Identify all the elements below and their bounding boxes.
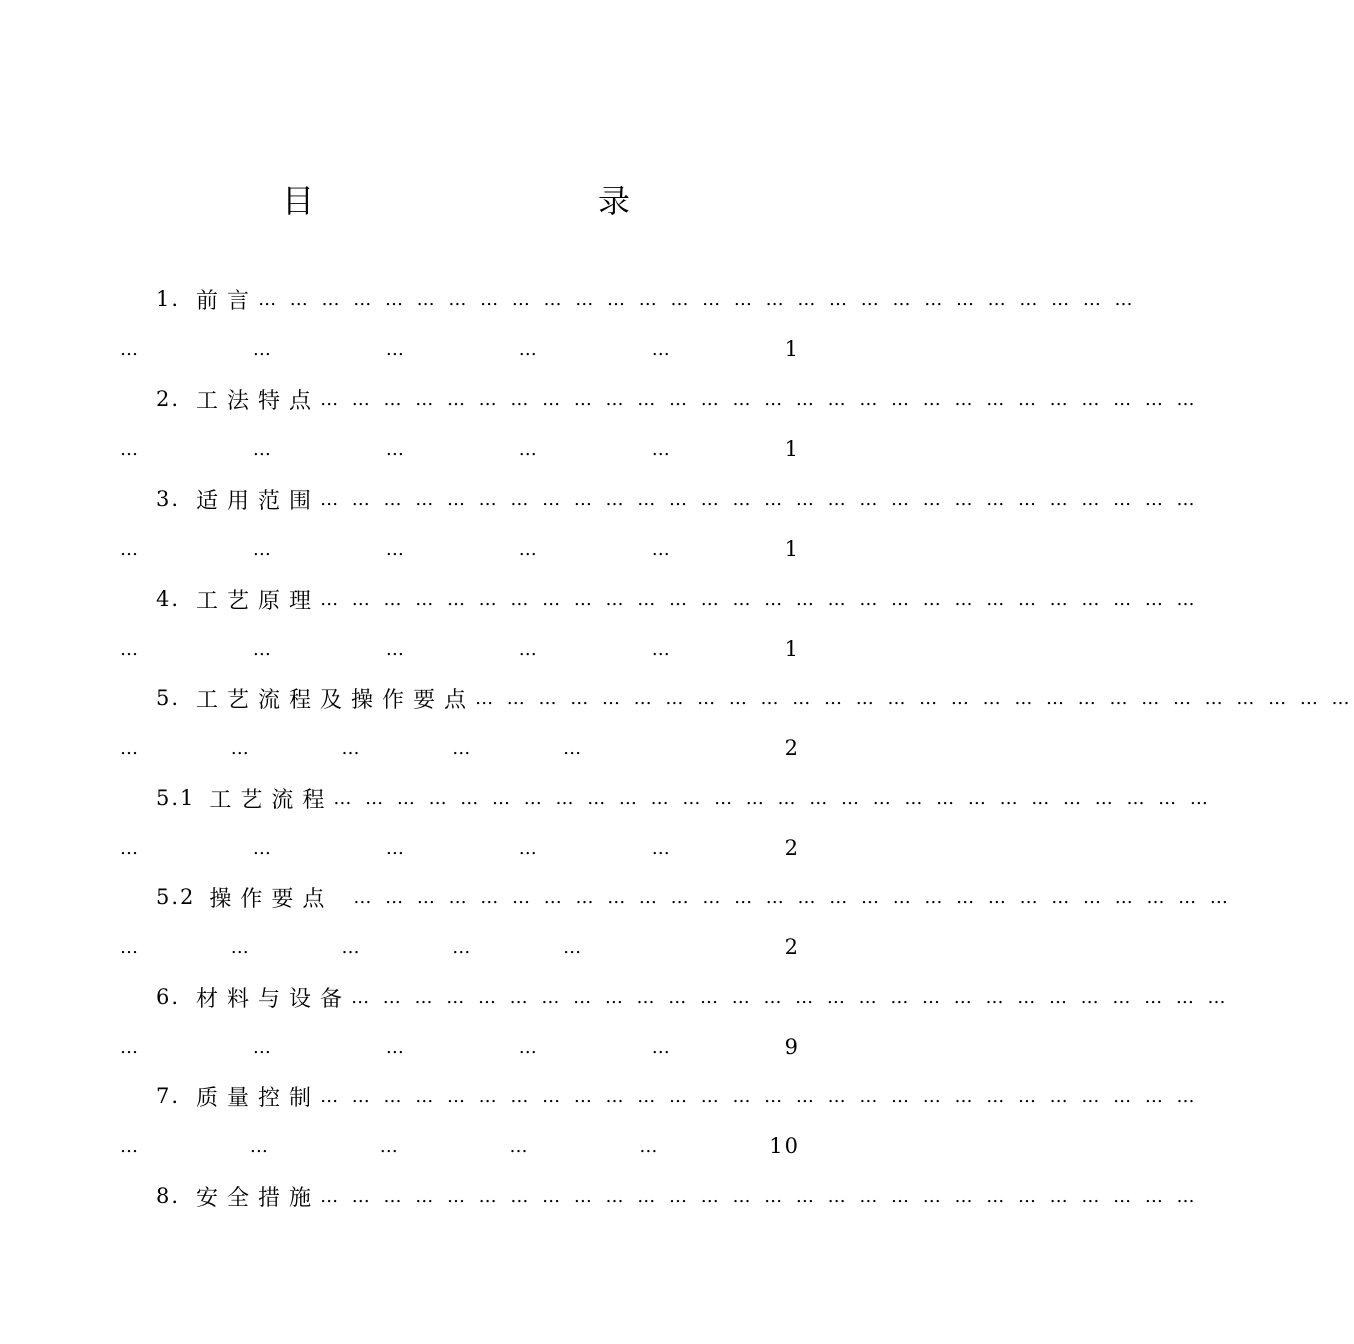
toc-entry-label: 工艺流程及操作要点 bbox=[196, 687, 476, 713]
toc-entry-number: 6. bbox=[156, 985, 181, 1009]
toc-leader-dot: … bbox=[252, 1036, 271, 1058]
toc-entry[interactable] bbox=[0, 781, 1212, 881]
toc-leader-dot: … bbox=[385, 1036, 404, 1058]
toc-entry[interactable] bbox=[0, 282, 1137, 382]
toc-entry-page: 1 bbox=[784, 337, 800, 361]
toc-entry-number: 5.2 bbox=[156, 885, 196, 909]
toc-leader-dot: … bbox=[452, 936, 471, 958]
toc-leader-dot: … bbox=[518, 338, 537, 360]
toc-leader-dot: … bbox=[120, 837, 138, 859]
toc-entry-label: 操作要点 bbox=[209, 886, 334, 912]
toc-leader-dots: … … … … … … … … … … … … … … … … … … … … … … … … … … … … bbox=[333, 787, 1212, 809]
toc-entry-page: 9 bbox=[784, 1035, 800, 1059]
toc-leader-dot: … bbox=[120, 538, 138, 560]
toc-entry-number: 3. bbox=[156, 487, 181, 511]
toc-entry-label: 材料与设备 bbox=[196, 986, 352, 1012]
toc-leader-dot: … bbox=[379, 1135, 398, 1157]
toc-leader-dots: … … … … … … … … … … … … … … … … … … … … … … … … … … … … bbox=[320, 588, 1199, 610]
toc-leader-dot: … bbox=[518, 538, 537, 560]
toc-leader-dot: … bbox=[120, 936, 138, 958]
toc-leader-dot: … bbox=[230, 737, 249, 759]
toc-leader-dot: … bbox=[230, 936, 249, 958]
toc-leader-dot: … bbox=[452, 737, 471, 759]
toc-entry-label: 工艺流程 bbox=[209, 787, 334, 813]
toc-leader-dot: … bbox=[651, 638, 670, 660]
toc-entry-label: 工艺原理 bbox=[196, 588, 321, 614]
toc-entry[interactable] bbox=[0, 681, 1354, 781]
toc-leader-dot: … bbox=[651, 338, 670, 360]
title-char-1: 目 bbox=[282, 182, 315, 220]
toc-entry-label: 适用范围 bbox=[196, 488, 321, 514]
toc-entry-number: 4. bbox=[156, 587, 181, 611]
toc-leader-dots: … … … … … … … … … … … … … … … … … … … … … … … … … … … … bbox=[353, 886, 1232, 908]
toc-leader-dot: … bbox=[563, 936, 582, 958]
toc-leader-dot: … bbox=[385, 338, 404, 360]
toc-leader-dots: … … … … … … … … … … … … … … … … … … … … … … … … … … … … bbox=[320, 388, 1199, 410]
toc-entry-page: 1 bbox=[784, 437, 800, 461]
toc-entry-label: 工法特点 bbox=[196, 388, 321, 414]
toc-entry-page: 1 bbox=[784, 537, 800, 561]
toc-leader-dot: … bbox=[120, 1036, 138, 1058]
toc-entry-number: 5. bbox=[156, 686, 181, 710]
toc-leader-dot: … bbox=[639, 1135, 658, 1157]
toc-leader-dot: … bbox=[249, 1135, 268, 1157]
toc-entry-page: 2 bbox=[784, 836, 800, 860]
toc-leader-dots: … … … … … … … … … … … … … … … … … … … … … … … … … … … … bbox=[320, 1185, 1199, 1207]
toc-leader-dot: … bbox=[509, 1135, 528, 1157]
toc-entry[interactable] bbox=[0, 382, 1199, 482]
toc-entry-number: 7. bbox=[156, 1084, 181, 1108]
toc-leader-dot: … bbox=[120, 638, 138, 660]
toc-entry-number: 8. bbox=[156, 1184, 181, 1208]
toc-leader-dot: … bbox=[120, 438, 138, 460]
toc-entry[interactable] bbox=[0, 1079, 1199, 1179]
toc-entry-label: 前言 bbox=[196, 288, 259, 314]
toc-leader-dot: … bbox=[341, 737, 360, 759]
toc-entry[interactable] bbox=[0, 880, 1232, 980]
toc-leader-dot: … bbox=[518, 1036, 537, 1058]
toc-entry[interactable] bbox=[0, 582, 1199, 682]
toc-entry-page: 10 bbox=[769, 1134, 800, 1158]
toc-leader-dot: … bbox=[518, 438, 537, 460]
toc-entry[interactable] bbox=[0, 482, 1199, 582]
toc-leader-dot: … bbox=[252, 538, 271, 560]
toc-entry-label: 质量控制 bbox=[196, 1085, 321, 1111]
toc-leader-dot: … bbox=[120, 737, 138, 759]
toc-entry-number: 1. bbox=[156, 287, 181, 311]
title-char-2: 录 bbox=[598, 182, 631, 220]
toc-leader-dot: … bbox=[518, 837, 537, 859]
toc-leader-dot: … bbox=[120, 338, 138, 360]
toc-entry-label: 安全措施 bbox=[196, 1185, 321, 1211]
toc-leader-dots: … … … … … … … … … … … … … … … … … … … … … … … … … … … … bbox=[475, 687, 1354, 709]
toc-leader-dots: … … … … … … … … … … … … … … … … … … … … … … … … … … … … bbox=[351, 986, 1230, 1008]
toc-leader-dot: … bbox=[563, 737, 582, 759]
toc-leader-dot: … bbox=[252, 837, 271, 859]
toc-entry[interactable] bbox=[0, 980, 1230, 1080]
toc-leader-dot: … bbox=[651, 1036, 670, 1058]
toc-leader-dot: … bbox=[385, 837, 404, 859]
toc-leader-dots: … … … … … … … … … … … … … … … … … … … … … … … … … … … … bbox=[320, 488, 1199, 510]
toc-leader-dot: … bbox=[341, 936, 360, 958]
toc-leader-dot: … bbox=[252, 438, 271, 460]
toc-entry-page: 2 bbox=[784, 935, 800, 959]
toc-entry-number: 5.1 bbox=[156, 786, 196, 810]
toc-leader-dot: … bbox=[385, 638, 404, 660]
toc-entry[interactable] bbox=[0, 1179, 1199, 1279]
toc-leader-dot: … bbox=[651, 538, 670, 560]
toc-entry-number: 2. bbox=[156, 387, 181, 411]
toc-entry-page: 2 bbox=[784, 736, 800, 760]
toc-leader-dot: … bbox=[385, 538, 404, 560]
toc-leader-dots: … … … … … … … … … … … … … … … … … … … … … … … … … … … … bbox=[320, 1085, 1199, 1107]
toc-leader-dot: … bbox=[651, 837, 670, 859]
toc-entry-page: 1 bbox=[784, 637, 800, 661]
page-title bbox=[0, 176, 950, 226]
toc-leader-dot: … bbox=[252, 338, 271, 360]
toc-leader-dot: … bbox=[518, 638, 537, 660]
toc-leader-dot: … bbox=[651, 438, 670, 460]
toc-leader-dot: … bbox=[385, 438, 404, 460]
toc-leader-dot: … bbox=[252, 638, 271, 660]
toc-leader-dots: … … … … … … … … … … … … … … … … … … … … … … … … … … … … bbox=[258, 288, 1137, 310]
toc-leader-dot: … bbox=[120, 1135, 138, 1157]
